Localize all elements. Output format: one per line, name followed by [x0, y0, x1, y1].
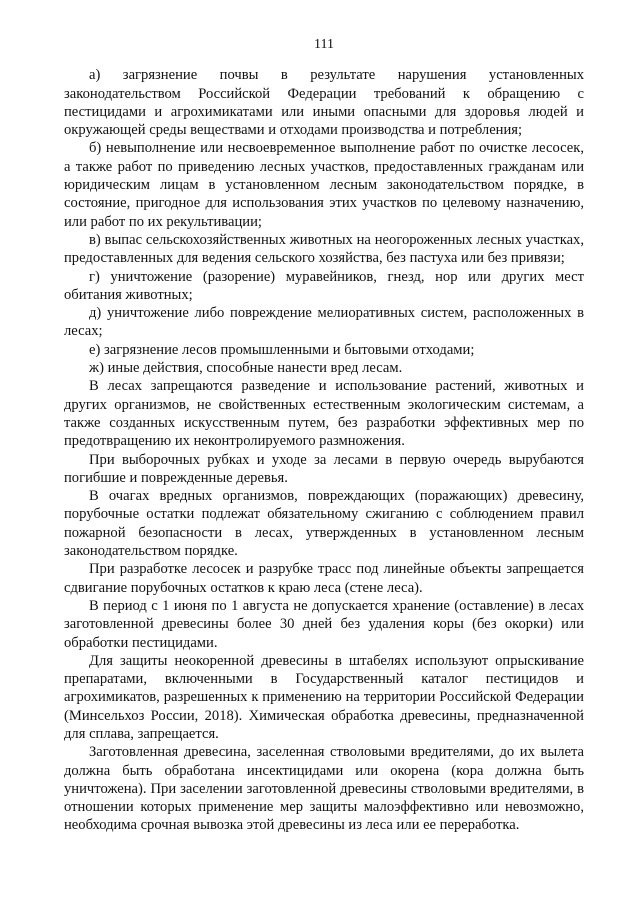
paragraph-v: в) выпас сельскохозяйственных животных на неогороженных лесных участках, предоставленных для ведения сельского хозяйства, без пастуха или без привязи; [64, 231, 584, 267]
paragraph-storage-period: В период с 1 июня по 1 августа не допускается хранение (оставление) в лесах заготовленной древесины более 30 дней без удаления коры (без окорки) или обработки пестицидами. [64, 597, 584, 651]
paragraph-cutting-areas: При разработке лесосек и разрубке трасс под линейные объекты запрещается сдвигание порубочных остатков к краю леса (стене леса). [64, 561, 584, 596]
paragraph-selective-cutting: При выборочных рубках и уходе за лесами в первую очередь вырубаются погибшие и поврежденные деревья. [64, 451, 584, 486]
paragraph-introduction-ban: В лесах запрещаются разведение и использование растений, животных и других организмов, не свойственных естественным экологическим системам, а также созданных искусственным путем, без разработки эффективных мер по предотвращению их неконтролируемого размножения. [64, 378, 584, 450]
paragraph-pest-foci: В очагах вредных организмов, повреждающих (поражающих) древесину, порубочные остатки подлежат обязательному сжиганию с соблюдением правил пожарной безопасности в лесах, утвержденных в установленном лесным законодательством порядке. [64, 488, 584, 560]
page-number: 111 [314, 37, 334, 52]
paragraph-infested-wood: Заготовленная древесина, заселенная стволовыми вредителями, до их вылета должна быть обработана инсектицидами или окорена (кора должна быть уничтожена). При заселении заготовленной древесины стволовыми вредителями, в отношении которых применение мер защиты малоэффективно или невозможно, необходима срочная вывозка этой древесины из леса или ее переработка. [64, 744, 584, 834]
paragraph-zh: ж) иные действия, способные нанести вред лесам. [89, 360, 403, 377]
paragraph-g: г) уничтожение (разорение) муравейников, гнезд, нор или других мест обитания животных; [64, 268, 584, 303]
paragraph-b: б) невыполнение или несвоевременное выполнение работ по очистке лесосек, а также работ по приведению лесных участков, предоставленных гражданам или юридическим лицам в установленном лесным законодательством порядке, в состояние, пригодное для использования этих участков по целевому назначению, или работ по их рекультивации; [64, 140, 584, 230]
paragraph-a: а) загрязнение почвы в результате нарушения установленных законодательством Российской Федерации требований к обращению с пестицидами и агрохимикатами или иными опасными для здоровья людей и окружающей среды веществами и отходами производства и потребления; [64, 67, 584, 139]
paragraph-e: е) загрязнение лесов промышленными и бытовыми отходами; [89, 341, 475, 358]
paragraph-wood-protection: Для защиты неокоренной древесины в штабелях используют опрыскивание препаратами, включенными в Государственный каталог пестицидов и агрохимикатов, разрешенных к применению на территории Российской Федерации (Минсельхоз России, 2018). Химическая обработка древесины, предназначенной для сплава, запрещается. [64, 652, 584, 742]
paragraph-d: д) уничтожение либо повреждение мелиоративных систем, расположенных в лесах; [64, 305, 584, 340]
